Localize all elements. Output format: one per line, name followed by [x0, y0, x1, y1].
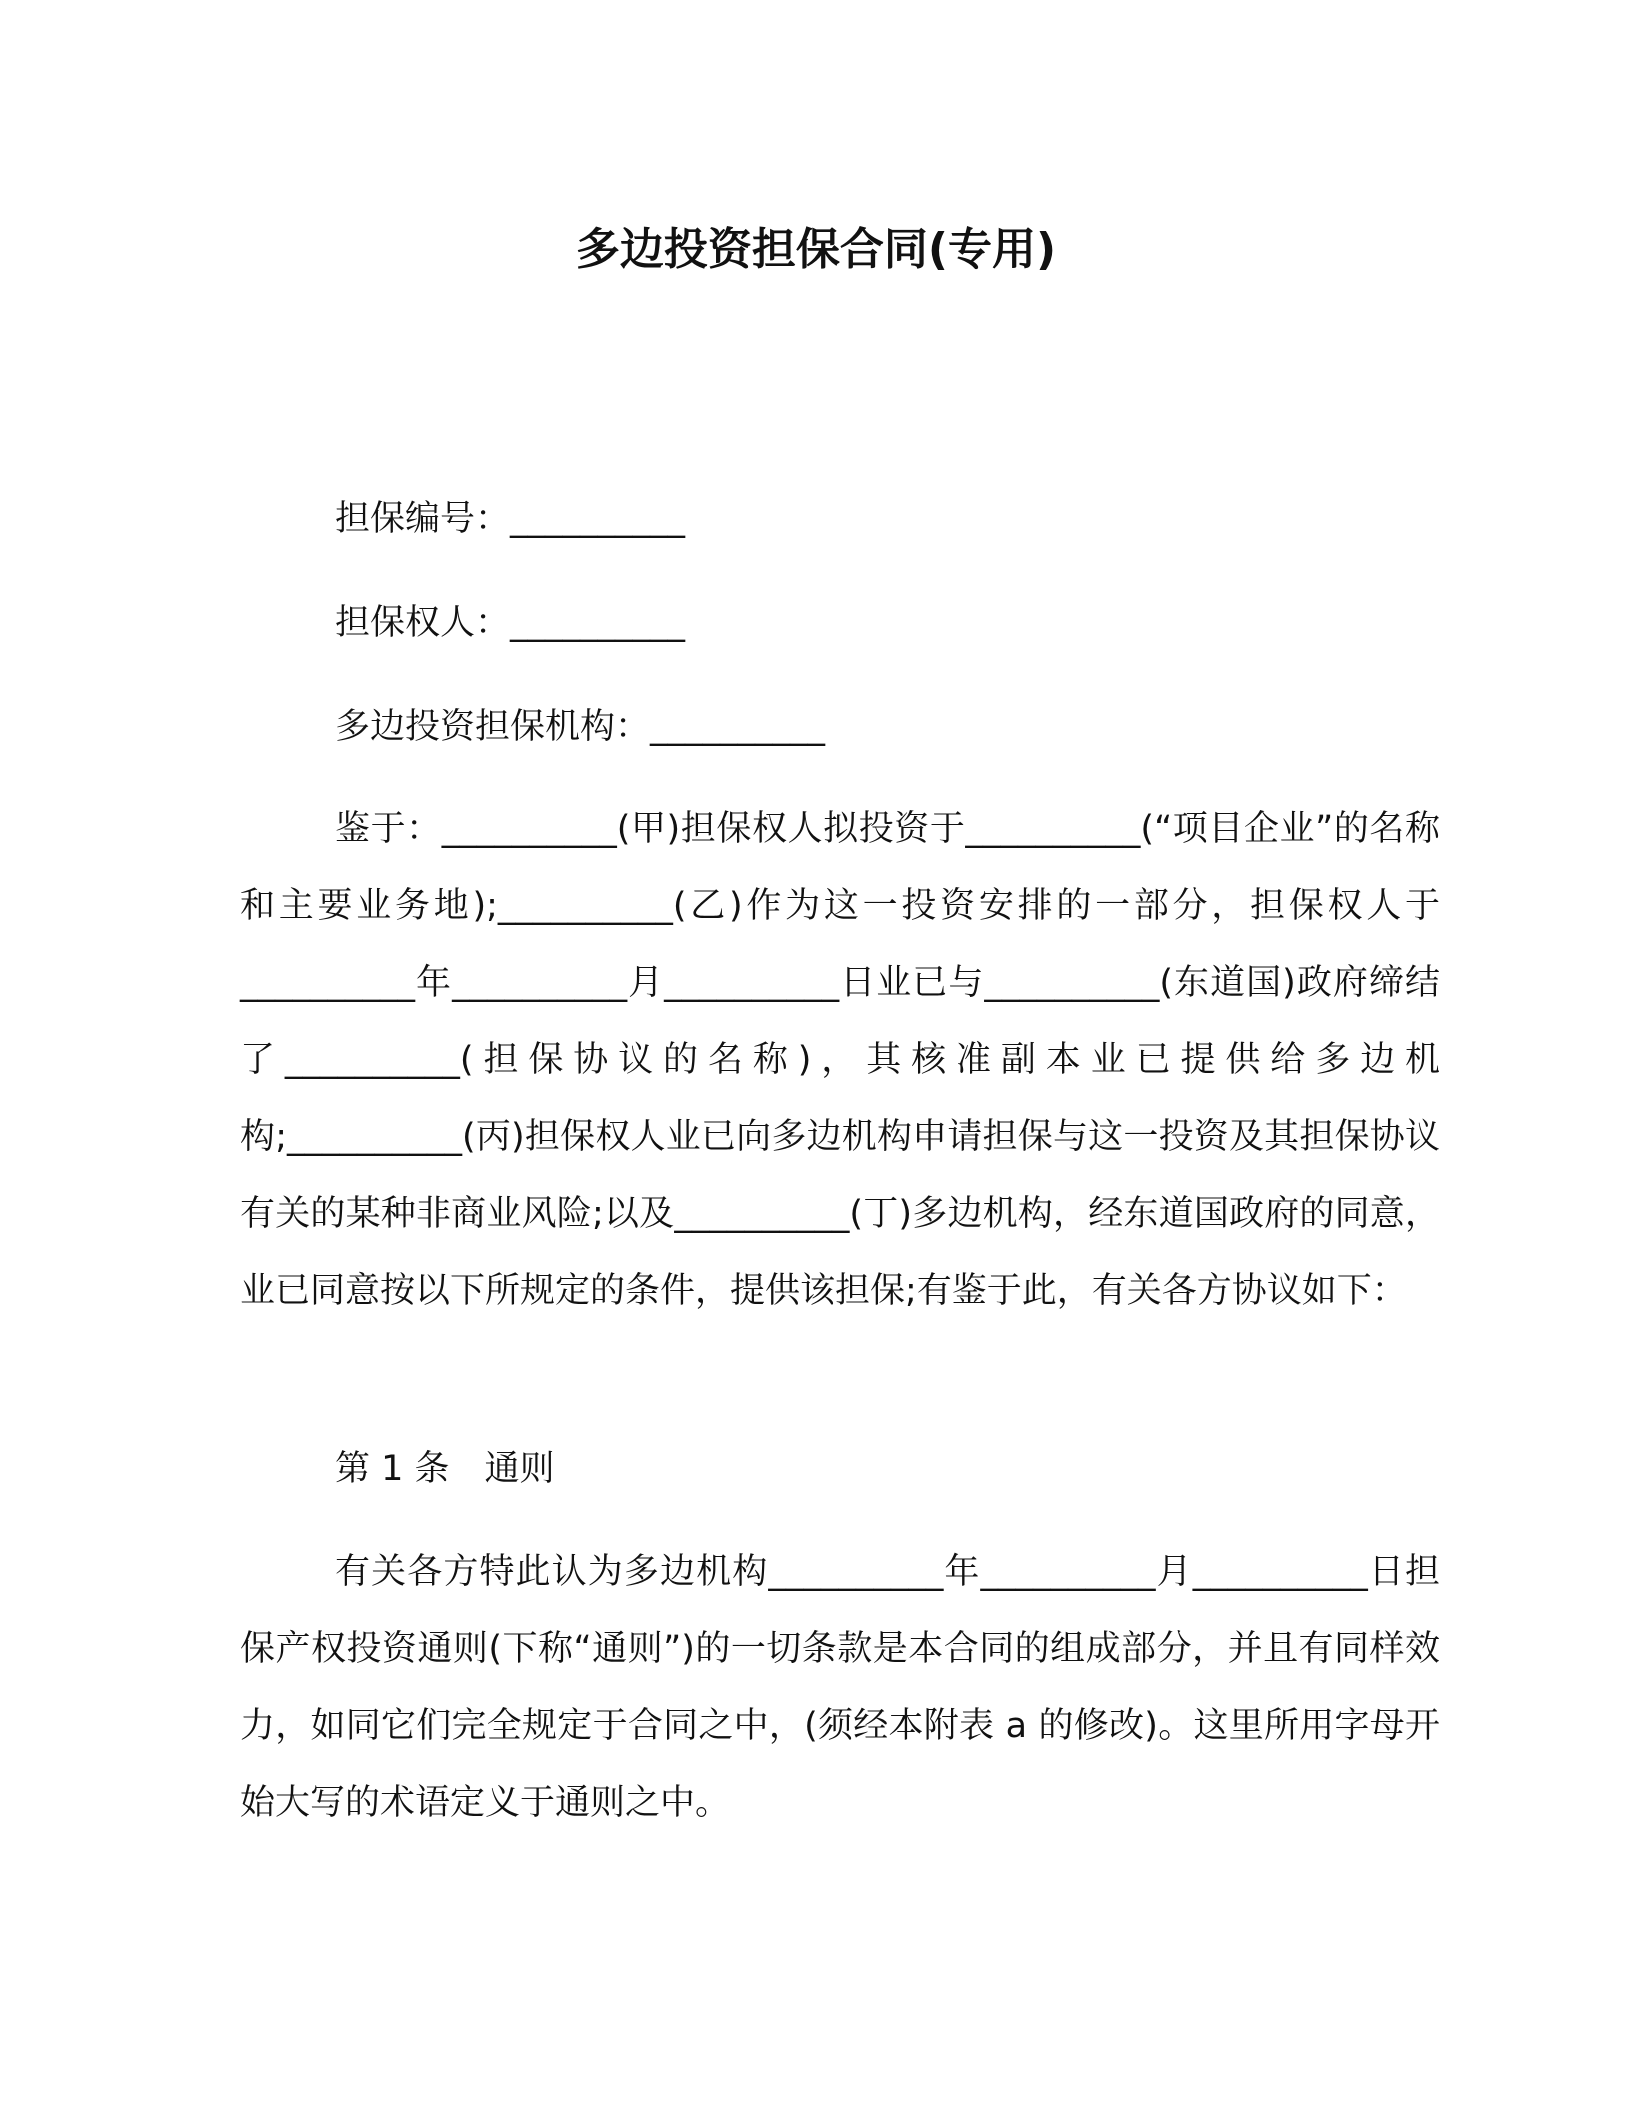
article-1-heading: 第 1 条 通则 — [335, 1449, 555, 1489]
guarantee-holder-field: 担保权人：__________ — [335, 603, 686, 643]
article-1-paragraph: 有关各方特此认为多边机构__________年__________月__________日担保产权投资通则(下称“通则”)的一切条款是本合同的组成部分，并且有同样效力，如同它们完全规定于合同之中，(须经本附表 a 的修改)。这里所用字母开始大写的术语定义于通则之中。 — [240, 1552, 1440, 1823]
guarantee-number-field: 担保编号：__________ — [335, 499, 686, 539]
document-title: 多边投资担保合同(专用) — [575, 224, 1057, 275]
miga-agency-field: 多边投资担保机构：__________ — [335, 707, 826, 747]
recital-paragraph: 鉴于：__________(甲)担保权人拟投资于__________(“项目企业”的名称和主要业务地);__________(乙)作为这一投资安排的一部分，担保权人于__________年__________月__________日业已与__________(东道国)政府缔结了__________(担保协议的名称)，其核准副本业已提供给多边机构;__________(丙)担保权人业已向多边机构申请担保与这一投资及其担保协议有关的某种非商业风险;以及__________(丁)多边机构，经东道国政府的同意，业已同意按以下所规定的条件，提供该担保;有鉴于此，有关各方协议如下： — [240, 809, 1440, 1311]
